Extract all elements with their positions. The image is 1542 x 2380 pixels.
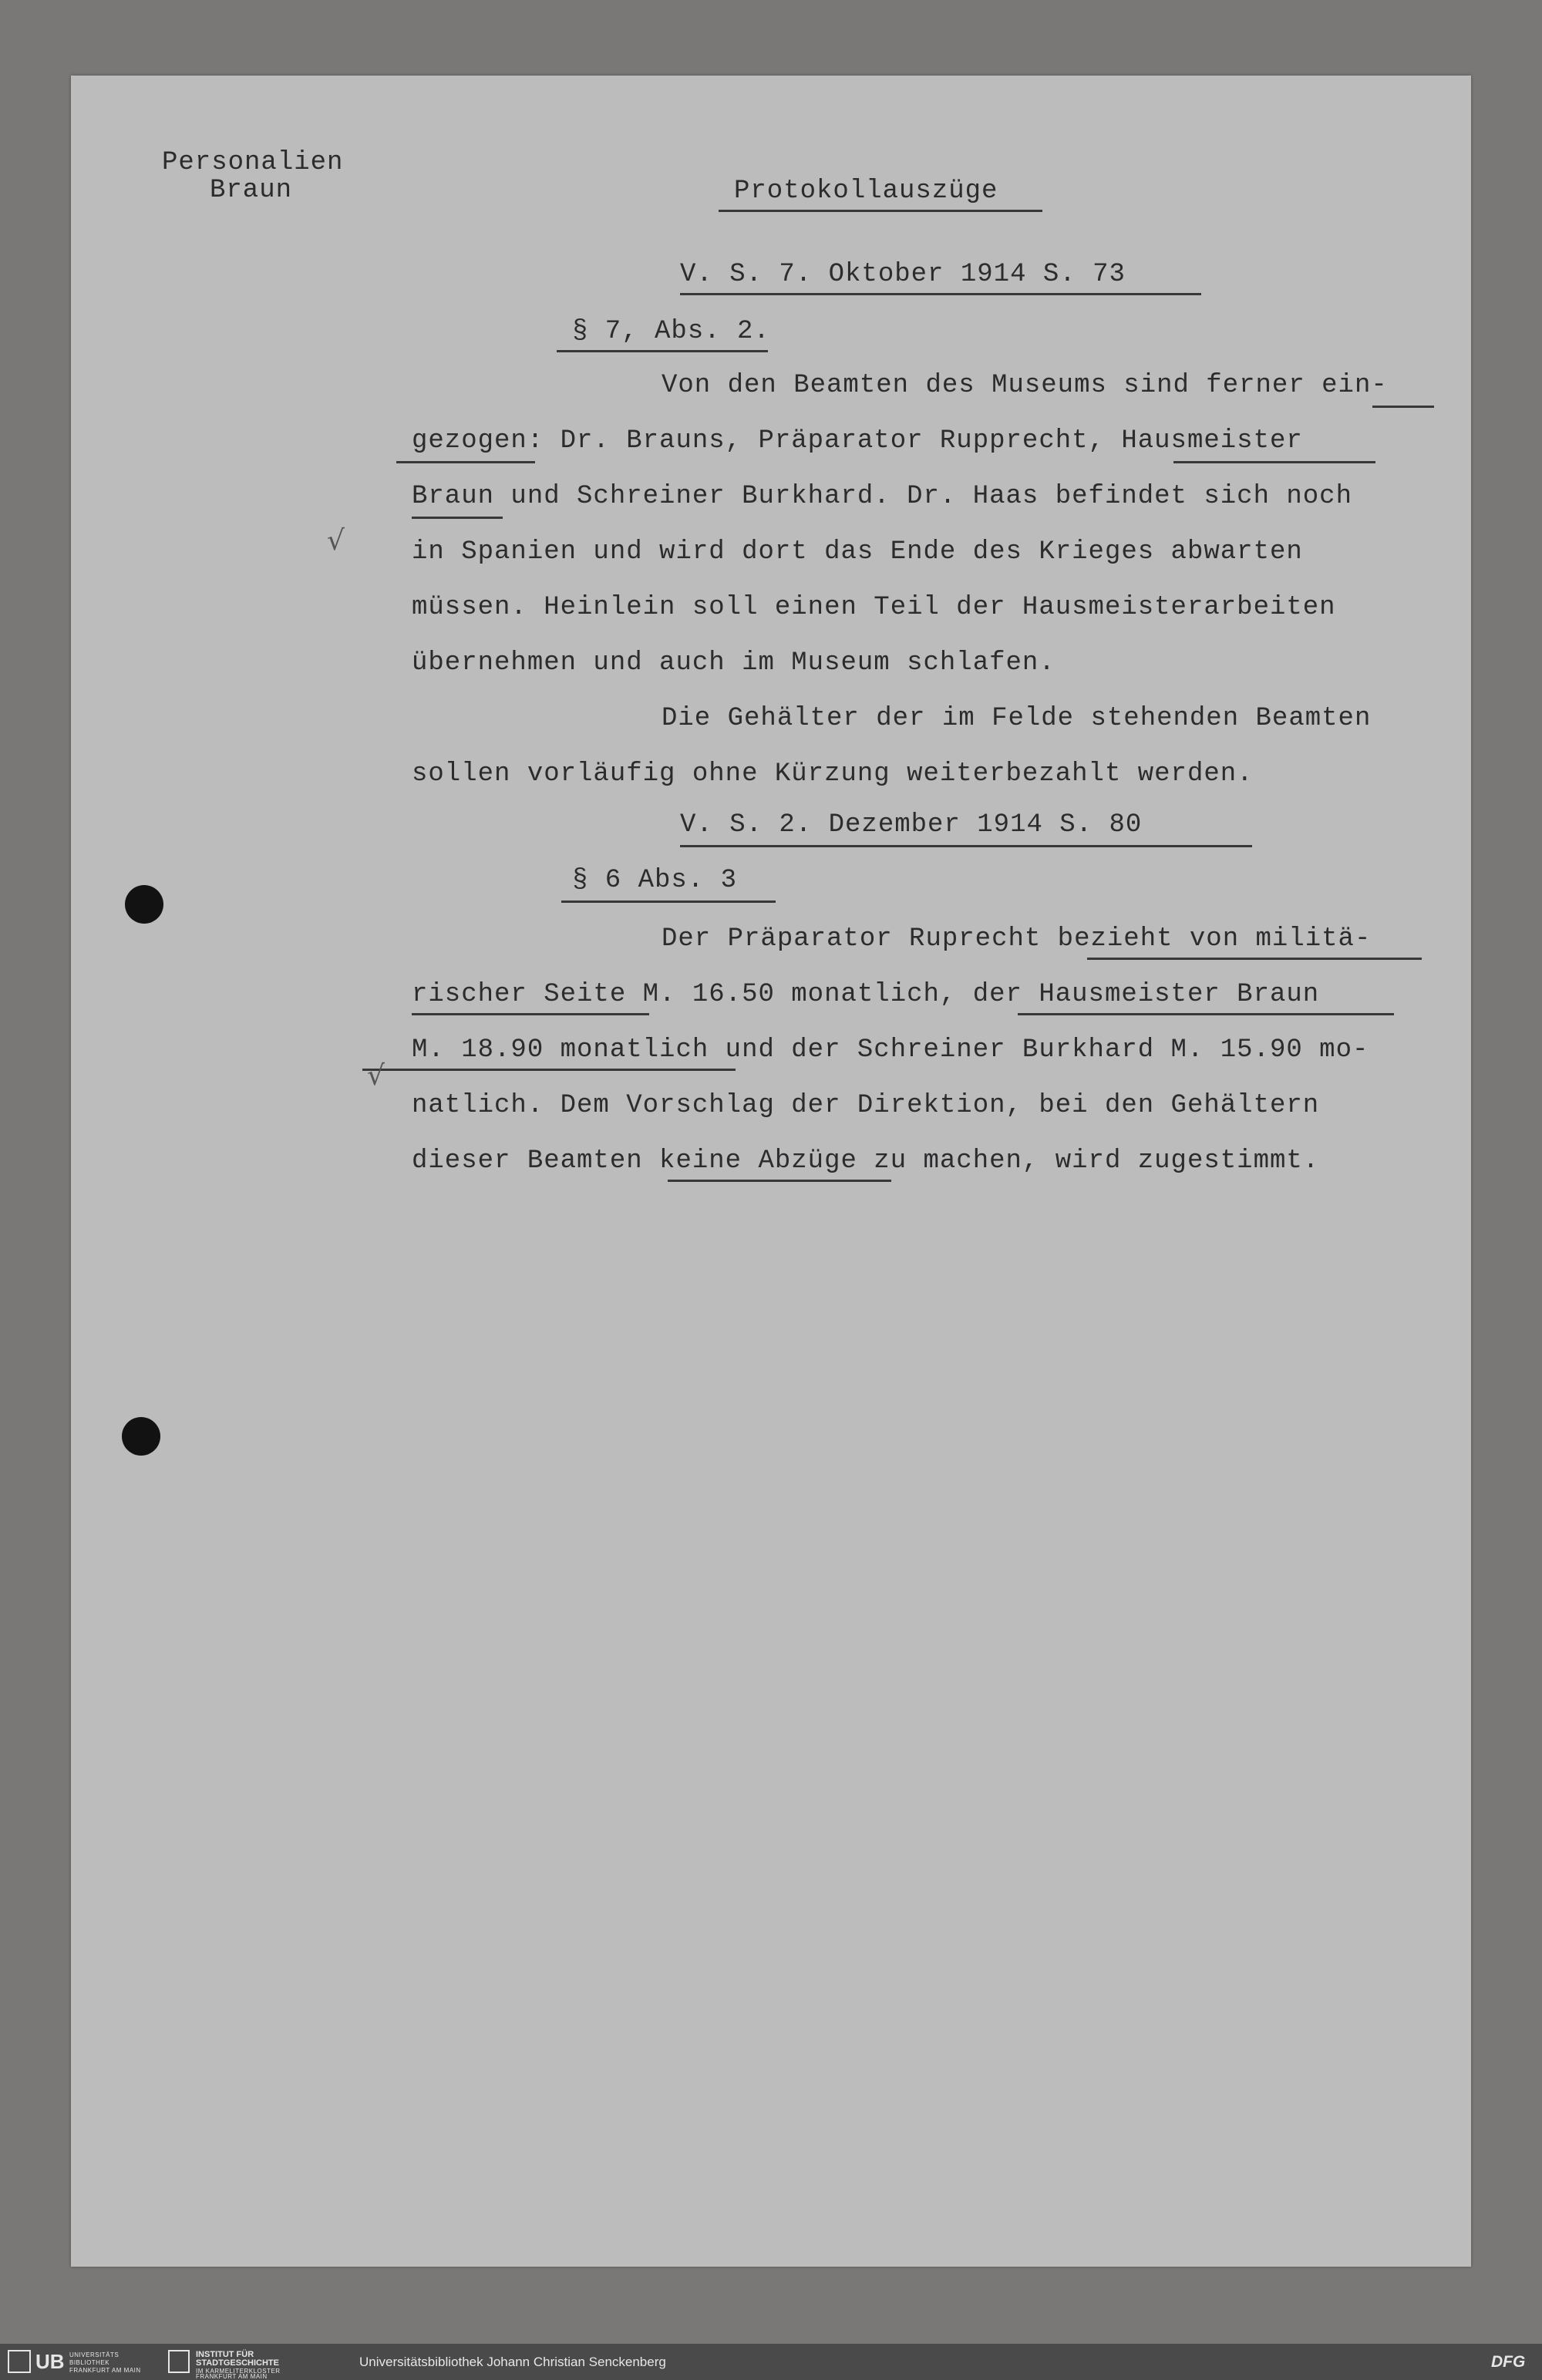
text-line: müssen. Heinlein soll einen Teil der Hausmeisterarbeiten: [412, 593, 1336, 622]
session-reference-1-underline: [680, 293, 1201, 295]
text-line: übernehmen und auch im Museum schlafen.: [412, 648, 1055, 678]
library-logo-subtitle-3: FRANKFURT AM MAIN: [69, 2367, 141, 2374]
margin-note-braun: Braun: [210, 176, 293, 205]
paragraph-reference-1: § 7, Abs. 2.: [572, 317, 770, 346]
underline-bezieht-von-milita: [1087, 958, 1422, 960]
text-line: Die Gehälter der im Felde stehenden Beamten: [662, 704, 1372, 733]
text-line: sollen vorläufig ohne Kürzung weiterbezahlt werden.: [412, 759, 1254, 789]
checkmark: √: [327, 525, 345, 557]
checkmark: √: [367, 1060, 385, 1092]
underline-m-18-90-monatlich: [362, 1069, 736, 1071]
institute-name-3: IM KARMELITERKLOSTER: [196, 2368, 281, 2375]
underline-braun: [412, 517, 503, 519]
margin-note-personalien: Personalien: [162, 148, 344, 177]
institute-name-4: FRANKFURT AM MAIN: [196, 2373, 268, 2380]
session-reference-2-underline: [680, 845, 1252, 847]
text-line: M. 18.90 monatlich und der Schreiner Burkhard M. 15.90 mo-: [412, 1035, 1369, 1065]
underline-hausmeister: [1173, 461, 1375, 463]
underline-ein: [1372, 406, 1434, 408]
punch-hole-bottom: [122, 1417, 160, 1456]
underline-keine-abzuege: [668, 1180, 891, 1182]
library-logo-subtitle-1: UNIVERSITÄTS: [69, 2351, 120, 2358]
text-line: gezogen: Dr. Brauns, Präparator Rupprecht, Hausmeister: [412, 426, 1303, 456]
text-line: natlich. Dem Vorschlag der Direktion, bei den Gehältern: [412, 1091, 1320, 1120]
session-reference-1: V. S. 7. Oktober 1914 S. 73: [680, 260, 1126, 289]
session-reference-2: V. S. 2. Dezember 1914 S. 80: [680, 810, 1143, 840]
text-line: in Spanien und wird dort das Ende des Krieges abwarten: [412, 537, 1303, 567]
library-logo-text: UB: [35, 2350, 65, 2373]
paragraph-reference-1-underline: [557, 350, 768, 352]
punch-hole-top: [125, 885, 163, 924]
underline-rischer-seite: [412, 1013, 649, 1015]
library-logo-icon: [8, 2350, 31, 2373]
library-logo-subtitle-2: BIBLIOTHEK: [69, 2359, 110, 2366]
underline-gezogen: [396, 461, 535, 463]
text-line: dieser Beamten keine Abzüge zu machen, wird zugestimmt.: [412, 1146, 1320, 1176]
text-line: Der Präparator Ruprecht bezieht von militä-: [662, 924, 1372, 954]
text-line: Braun und Schreiner Burkhard. Dr. Haas befindet sich noch: [412, 482, 1352, 511]
footer-bar: [0, 2344, 1542, 2380]
institute-logo-icon: [168, 2350, 190, 2373]
dfg-logo: DFG: [1491, 2353, 1526, 2371]
page-title: Protokollauszüge: [734, 177, 998, 206]
institute-name-2: STADTGESCHICHTE: [196, 2358, 279, 2368]
paragraph-reference-2: § 6 Abs. 3: [572, 866, 738, 895]
text-line: rischer Seite M. 16.50 monatlich, der Hausmeister Braun: [412, 980, 1320, 1009]
underline-der-hausmeister-braun: [1018, 1013, 1394, 1015]
title-underline: [719, 210, 1042, 212]
institute-name-1: INSTITUT FÜR: [196, 2350, 254, 2359]
library-name: Universitätsbibliothek Johann Christian Senckenberg: [359, 2355, 666, 2369]
paragraph-reference-2-underline: [561, 900, 776, 903]
text-line: Von den Beamten des Museums sind ferner ein-: [662, 371, 1388, 400]
